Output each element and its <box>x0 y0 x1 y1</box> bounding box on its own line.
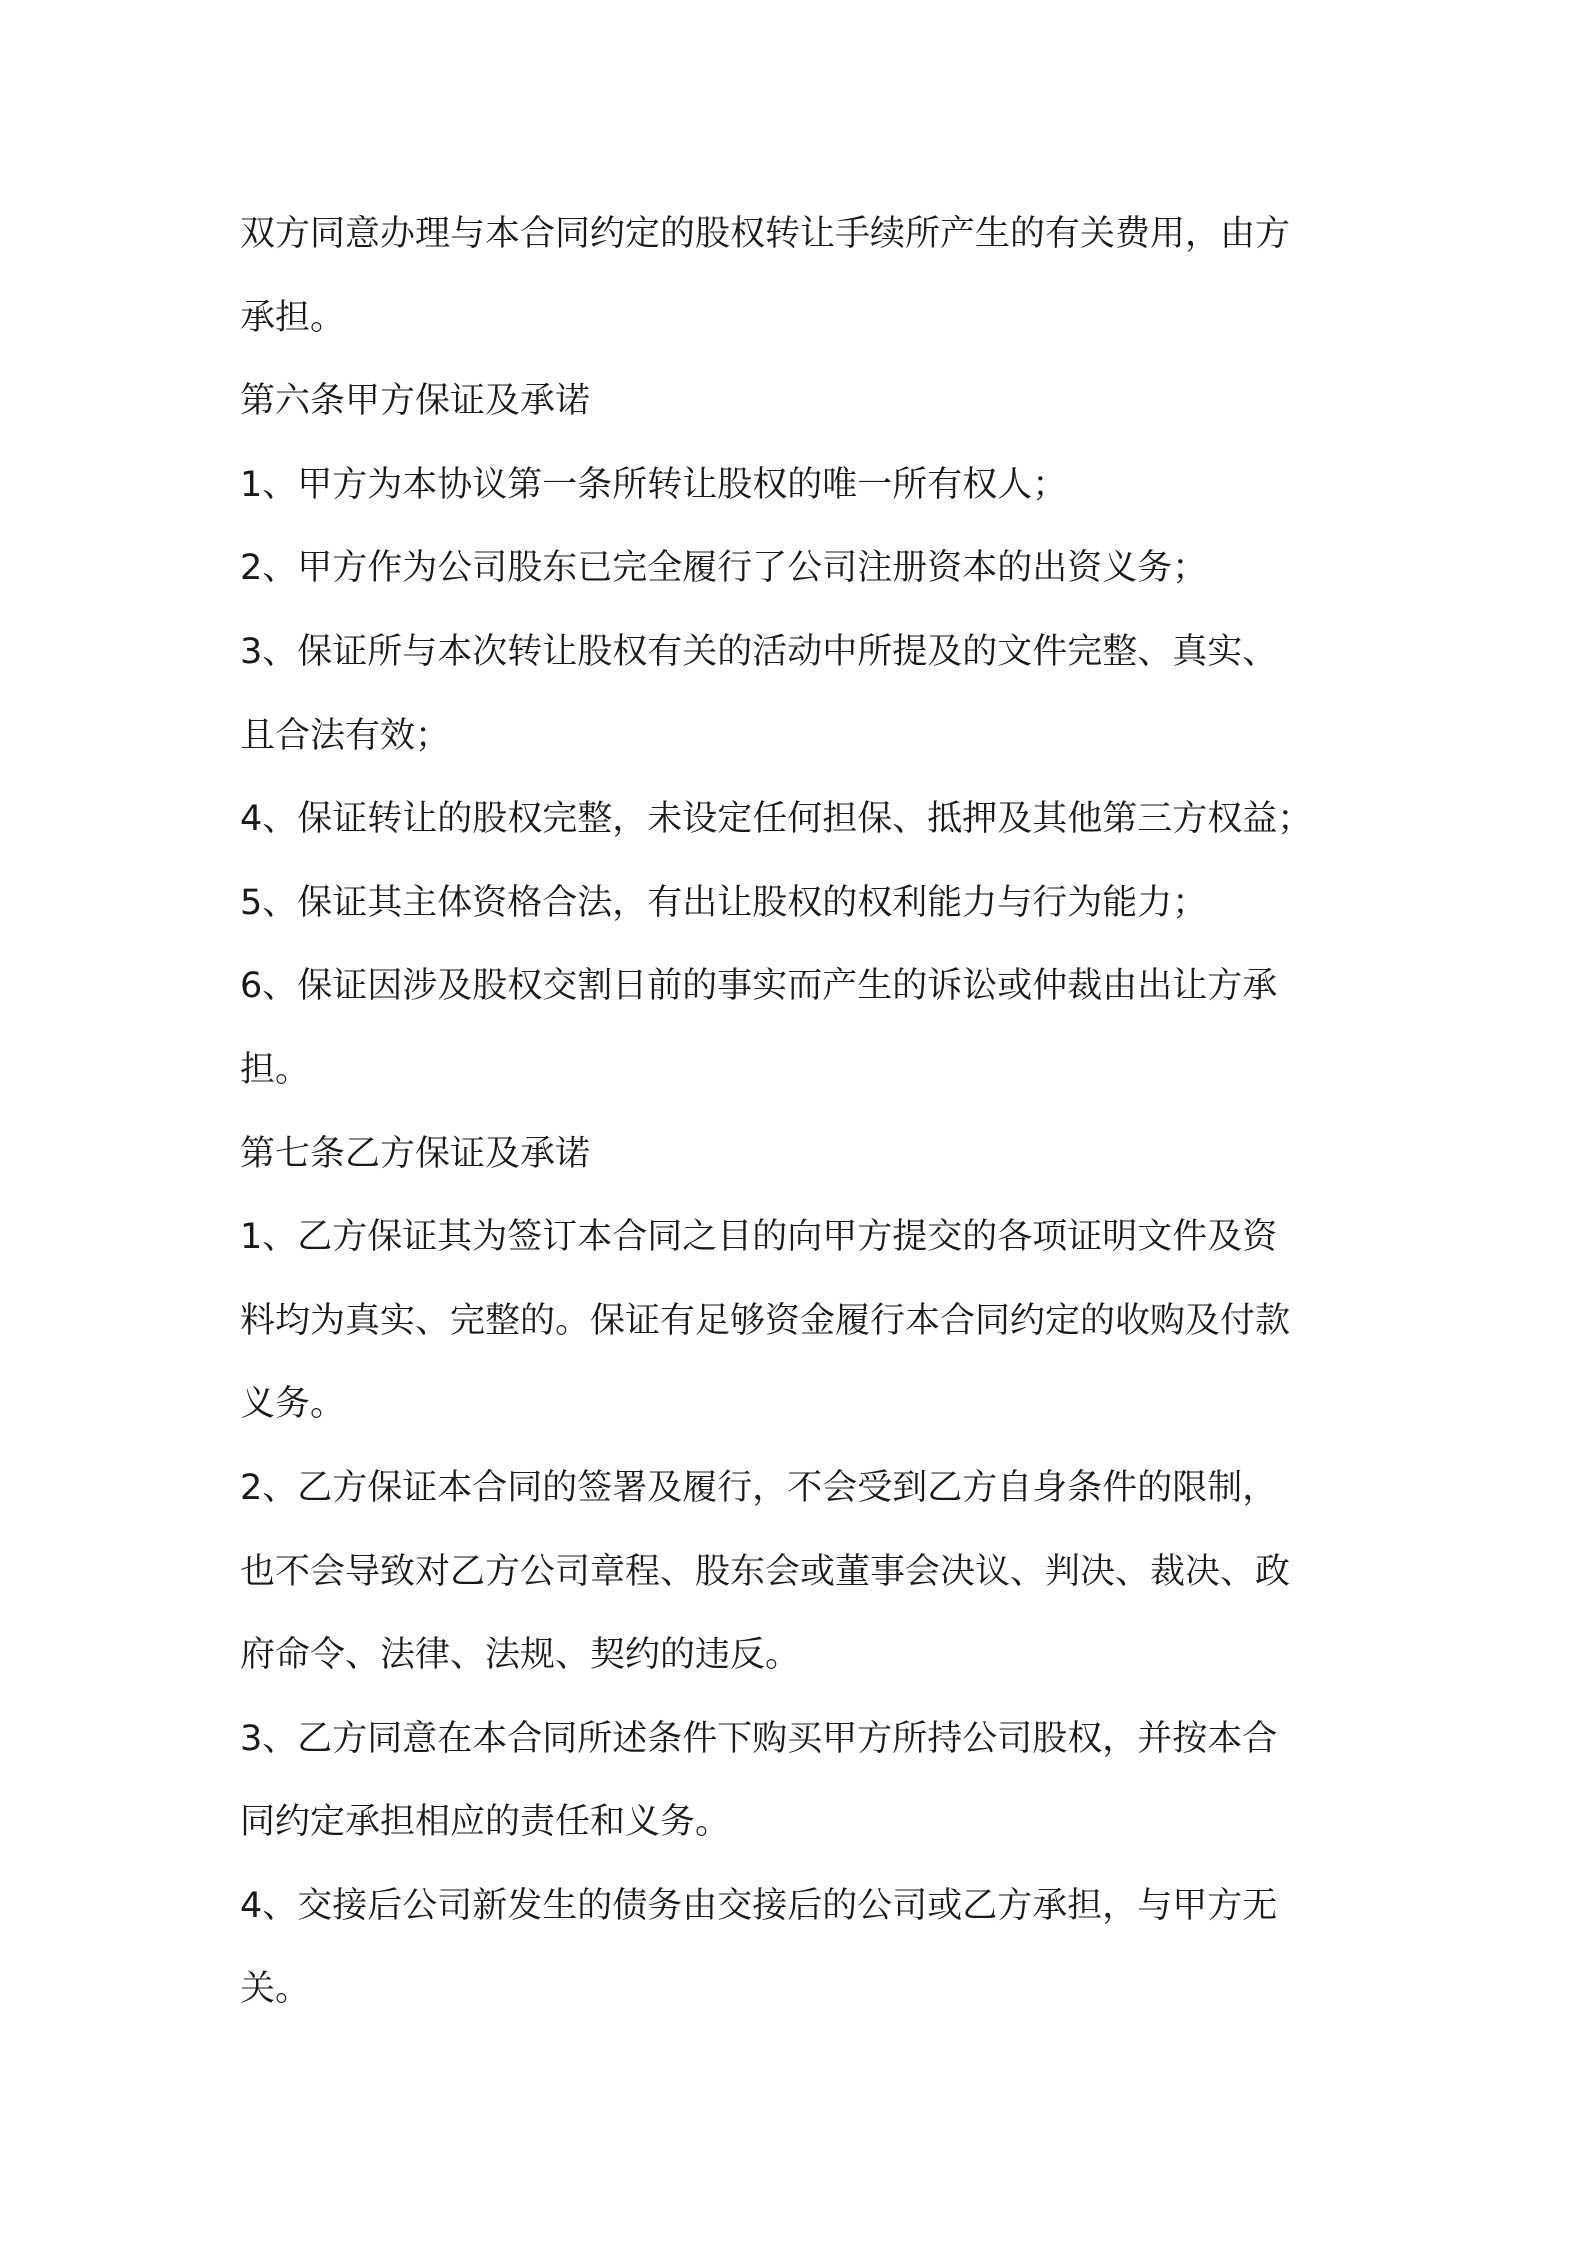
text-line: 且合法有效； <box>240 715 451 756</box>
text-line: 府命令、法律、法规、契约的违反。 <box>240 1635 801 1676</box>
text-line: 3、保证所与本次转让股权有关的活动中所提及的文件完整、真实、 <box>240 631 1278 672</box>
text-line: 也不会导致对乙方公司章程、股东会或董事会决议、判决、裁决、政 <box>240 1551 1291 1592</box>
text-line: 4、交接后公司新发生的债务由交接后的公司或乙方承担，与甲方无 <box>240 1885 1278 1926</box>
document-body <box>240 193 1370 2032</box>
text-line: 同约定承担相应的责任和义务。 <box>240 1802 731 1843</box>
text-line: 2、甲方作为公司股东已完全履行了公司注册资本的出资义务； <box>240 548 1208 589</box>
text-line: 义务。 <box>240 1384 346 1425</box>
section-heading-article-7: 第七条乙方保证及承诺 <box>240 1133 591 1174</box>
text-line: 关。 <box>240 1969 311 2010</box>
text-line: 6、保证因涉及股权交割日前的事实而产生的诉讼或仲裁由出让方承 <box>240 966 1278 1007</box>
text-line: 4、保证转让的股权完整，未设定任何担保、抵押及其他第三方权益； <box>240 799 1313 840</box>
text-line: 5、保证其主体资格合法，有出让股权的权利能力与行为能力； <box>240 882 1208 923</box>
text-line: 承担。 <box>240 297 346 338</box>
text-line: 双方同意办理与本合同约定的股权转让手续所产生的有关费用，由方 <box>240 214 1291 254</box>
text-line: 2、乙方保证本合同的签署及履行，不会受到乙方自身条件的限制， <box>240 1467 1278 1508</box>
text-line: 1、乙方保证其为签订本合同之目的向甲方提交的各项证明文件及资 <box>240 1217 1278 1258</box>
text-line: 1、甲方为本协议第一条所转让股权的唯一所有权人； <box>240 464 1068 505</box>
text-line: 3、乙方同意在本合同所述条件下购买甲方所持公司股权，并按本合 <box>240 1718 1278 1759</box>
text-line: 担。 <box>240 1049 311 1090</box>
text-line: 料均为真实、完整的。保证有足够资金履行本合同约定的收购及付款 <box>240 1300 1291 1341</box>
section-heading-article-6: 第六条甲方保证及承诺 <box>240 381 591 422</box>
